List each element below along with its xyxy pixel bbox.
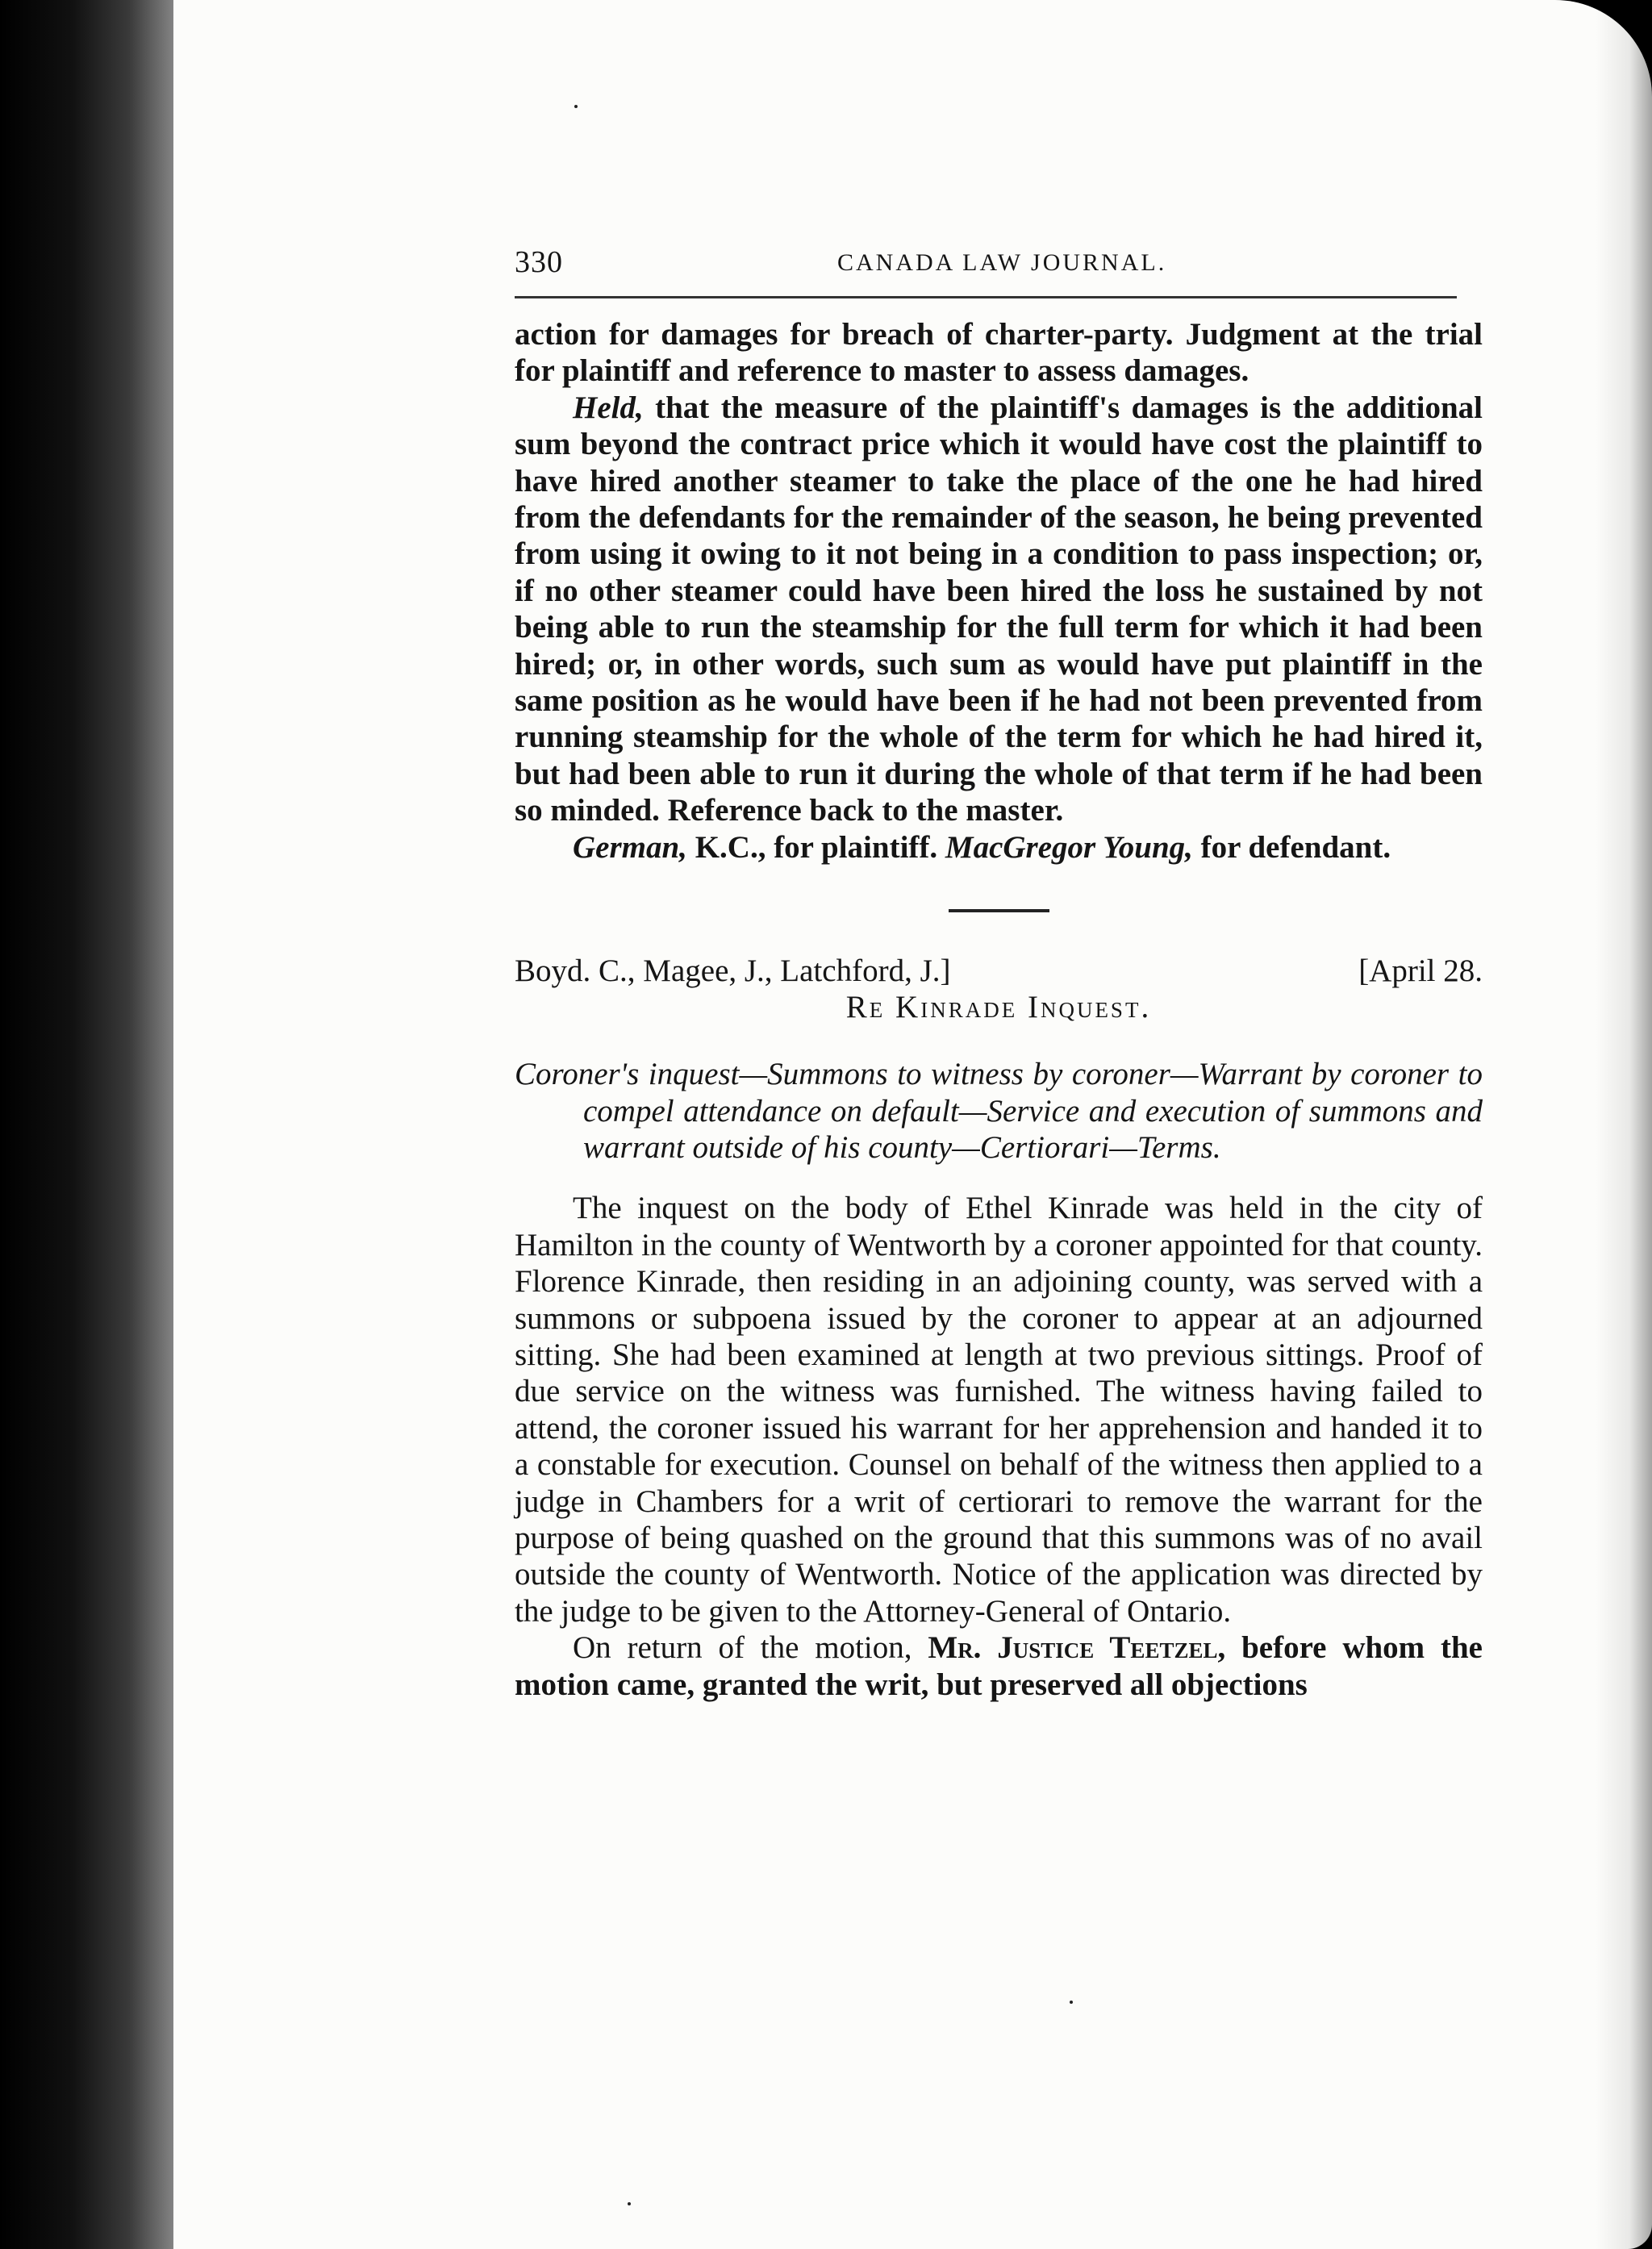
counsel-plaintiff-text: K.C., for plaintiff. — [686, 829, 945, 865]
case-name: Re Kinrade Inquest. — [845, 990, 1152, 1025]
counsel-defendant-name: MacGregor Young, — [945, 829, 1193, 865]
page-number: 330 — [515, 245, 563, 279]
case-two-motion-paragraph — [515, 1629, 1483, 1703]
held-text: that the measure of the plaintiff's damages is the additional sum beyond the contract price which it would have cost the plaintiff to have hired another steamer to take the place of the one he had hired from the defendants for the remainder of the season, he being prevented from using it owing to it not being in a condition to pass inspection; or, if no other steamer could have been hired the loss he sustained by not being able to run the steamship for the full term for which it had been hired; or, in other words, such sum as would have put plaintiff in the same position as he would have been if he had not been prevented from running steamship for the whole of the term for which he had hired it, but had been able to run it during the whole of that term if he had been so minded. Reference back to the master. — [515, 390, 1483, 828]
journal-title: CANADA LAW JOURNAL. — [837, 249, 1167, 276]
case-one-counsel — [515, 829, 1483, 866]
page-content — [515, 238, 1483, 1703]
case-separator-rule — [949, 909, 1049, 912]
justice-name: Mr. Justice Teetzel, — [928, 1630, 1226, 1666]
scan-speck — [628, 2202, 631, 2205]
counsel-defendant-text: for defendant. — [1192, 829, 1391, 865]
case-two-header — [515, 953, 1483, 989]
running-head — [515, 238, 1483, 283]
page-shadow-edge — [1596, 0, 1652, 2249]
scan-speck — [1070, 2001, 1073, 2004]
motion-intro: On return of the motion, — [573, 1630, 928, 1666]
held-label: Held, — [573, 390, 644, 425]
case-headnote: Coroner's inquest—Summons to witness by coroner—Warrant by coroner to compel attendance on default—Service and execution of summons and warrant outside of his county—Certiorari—Terms. — [515, 1057, 1483, 1165]
case-one-held-paragraph — [515, 390, 1483, 829]
header-rule — [515, 296, 1457, 298]
case-one-opening-paragraph: action for damages for breach of charter-party. Judgment at the trial for plaintiff and reference to master to assess damages. — [515, 317, 1483, 389]
case-judges: Boyd. C., Magee, J., Latchford, J.] — [515, 953, 951, 989]
case-date: [April 28. — [1358, 953, 1483, 989]
counsel-plaintiff-name: German, — [573, 829, 687, 865]
scan-speck — [574, 105, 578, 108]
case-two-facts-paragraph: The inquest on the body of Ethel Kinrade was held in the city of Hamilton in the county of Wentworth by a coroner appointed for that county. Florence Kinrade, then residing in an adjoining county, was served with a summons or subpoena issued by the coroner to appear at an adjourned sitting. She had been examined at length at two previous sittings. Proof of due service on the witness was furnished. The witness having failed to attend, the coroner issued his warrant for her apprehension and handed it to a constable for execution. Counsel on behalf of the witness then applied to a judge in Chambers for a writ of certiorari to remove the warrant for the purpose of being quashed on the ground that this summons was of no avail outside the county of Wentworth. Notice of the application was directed by the judge to be given to the Attorney-General of Ontario. — [515, 1191, 1483, 1629]
motion-text: before whom the motion came, granted the writ, but preserved all objections — [515, 1630, 1483, 1702]
